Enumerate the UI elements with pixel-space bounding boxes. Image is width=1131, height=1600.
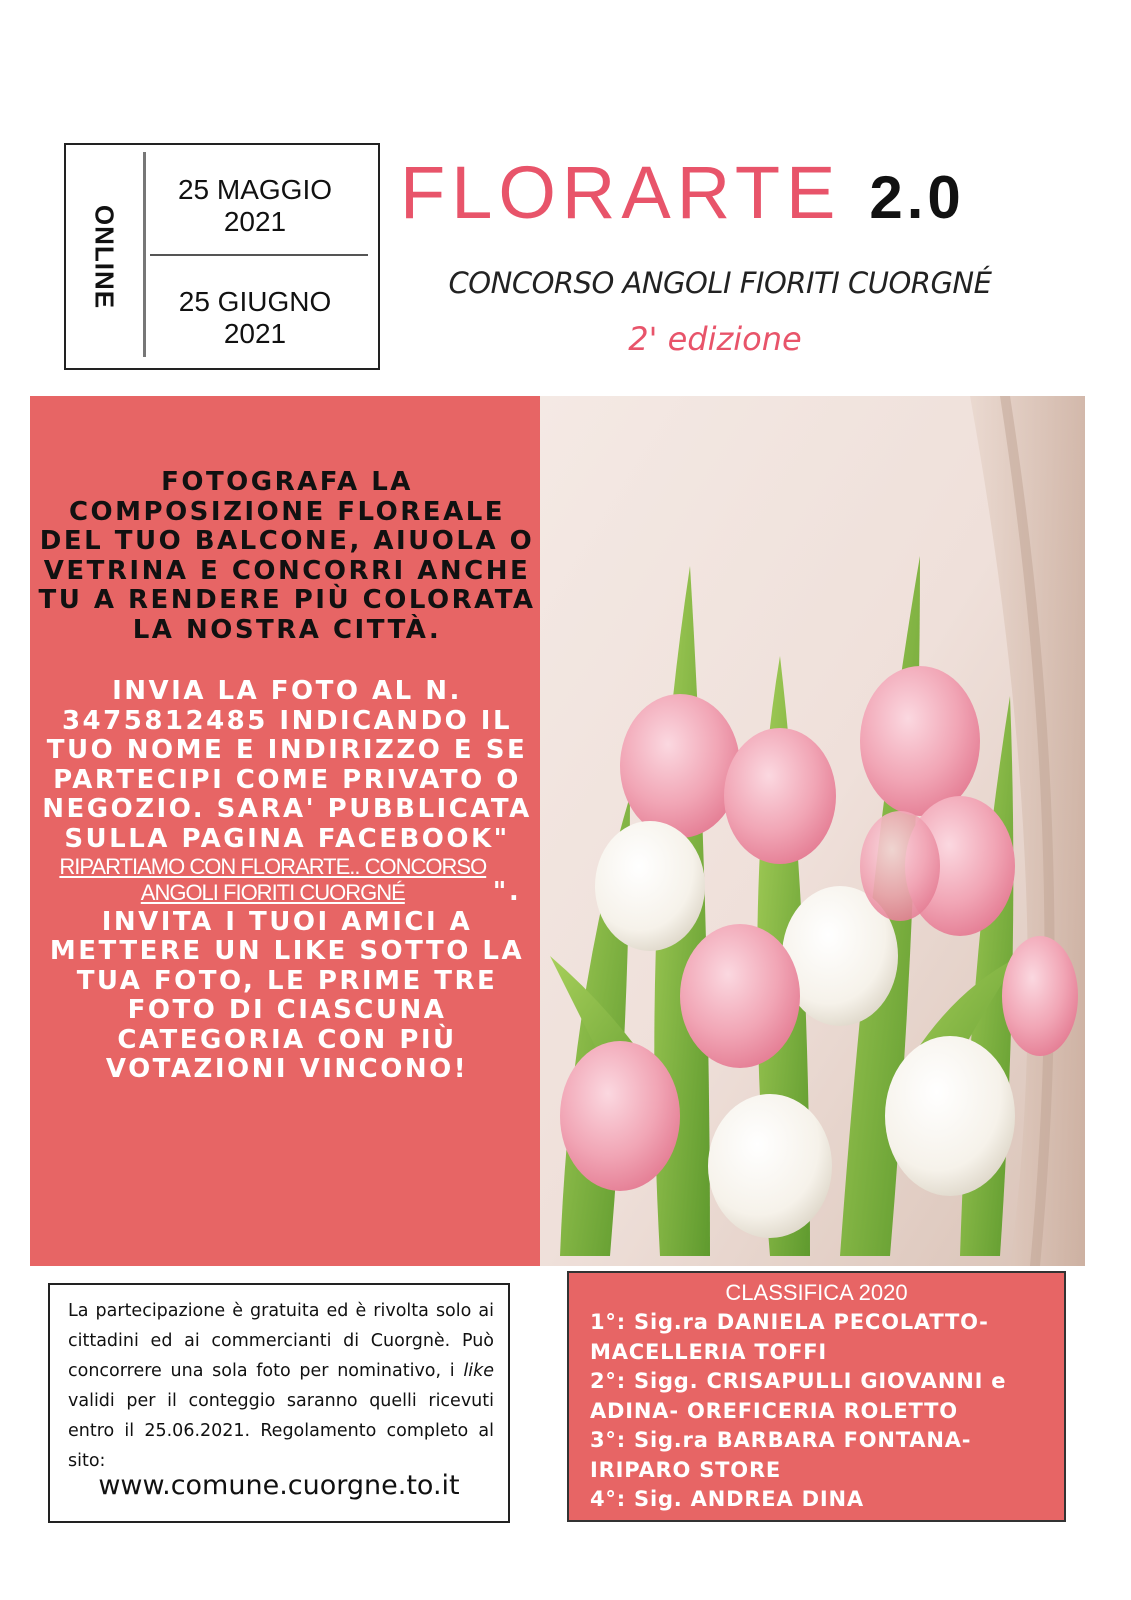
end-date xyxy=(145,286,365,350)
facebook-page-link[interactable]: RIPARTIAMO CON FLORARTE.. CONCORSO ANGOLI FIORITI CUORGNÉ xyxy=(59,854,487,905)
info-text-part-2: validi per il conteggio saranno quelli ricevuti entro il 25.06.2021. Regolamento completo al sito: xyxy=(68,1391,494,1471)
instructions-paragraph-2a: INVIA LA FOTO AL N. 3475812485 INDICANDO IL TUO NOME E INDIRIZZO E SE PARTECIPI COME PRIVATO O NEGOZIO. SARA' PUBBLICATA SULLA PAGINA FACEBOOK" xyxy=(42,676,532,854)
title-main: FLORARTE xyxy=(400,151,842,234)
ranking-line: 1°: Sig.ra DANIELA PECOLATTO- xyxy=(590,1310,989,1334)
page-title xyxy=(400,150,1040,240)
date-divider-horizontal xyxy=(150,254,368,256)
end-date-year: 2021 xyxy=(223,318,287,349)
online-label-wrap xyxy=(66,145,142,368)
website-link[interactable]: www.comune.cuorgne.to.it xyxy=(98,1470,460,1501)
ranking-title: CLASSIFICA 2020 xyxy=(725,1280,908,1305)
online-label: ONLINE xyxy=(89,204,120,309)
ranking-line: 3°: Sig.ra BARBARA FONTANA- xyxy=(590,1428,972,1452)
ranking-line: MACELLERIA TOFFI xyxy=(590,1339,828,1364)
instructions-text xyxy=(34,468,540,1085)
start-date-day: 25 MAGGIO xyxy=(177,174,333,205)
info-text xyxy=(68,1296,494,1476)
ranking-line: 2°: Sigg. CRISAPULLI GIOVANNI e xyxy=(590,1369,1007,1393)
info-like-word: like xyxy=(463,1361,494,1381)
instructions-paragraph-2b: ". INVITA I TUOI AMICI A METTERE UN LIKE SOTTO LA TUA FOTO, LE PRIME TRE FOTO DI CIASCUNA CATEGORIA CON PIÙ VOTAZIONI VINCONO! xyxy=(49,877,525,1084)
subtitle: CONCORSO ANGOLI FIORITI CUORGNÉ xyxy=(448,266,992,300)
start-date-year: 2021 xyxy=(223,206,287,237)
edition: 2' edizione xyxy=(628,320,802,358)
start-date xyxy=(145,174,365,238)
info-text-part-1: La partecipazione è gratuita ed è rivolta solo ai cittadini ed ai commercianti di Cuorgnè. Può concorrere una sola foto per nominativo, i xyxy=(68,1301,494,1381)
ranking-line: IRIPARO STORE xyxy=(590,1457,782,1482)
instructions-paragraph-2 xyxy=(34,677,540,1085)
ranking-line: 4°: Sig. ANDREA DINA xyxy=(590,1487,864,1511)
ranking-line: ADINA- OREFICERIA ROLETTO xyxy=(590,1398,958,1423)
ranking-list xyxy=(590,1308,1060,1515)
tulips-illustration xyxy=(540,396,1085,1266)
tulips-photo xyxy=(540,396,1085,1266)
instructions-paragraph-1: FOTOGRAFA LA COMPOSIZIONE FLOREALE DEL TUO BALCONE, AIUOLA O VETRINA E CONCORRI ANCHE TU A RENDERE PIÙ COLORATA LA NOSTRA CITTÀ. xyxy=(38,467,536,645)
title-version: 2.0 xyxy=(869,164,965,231)
end-date-day: 25 GIUGNO xyxy=(178,286,332,317)
